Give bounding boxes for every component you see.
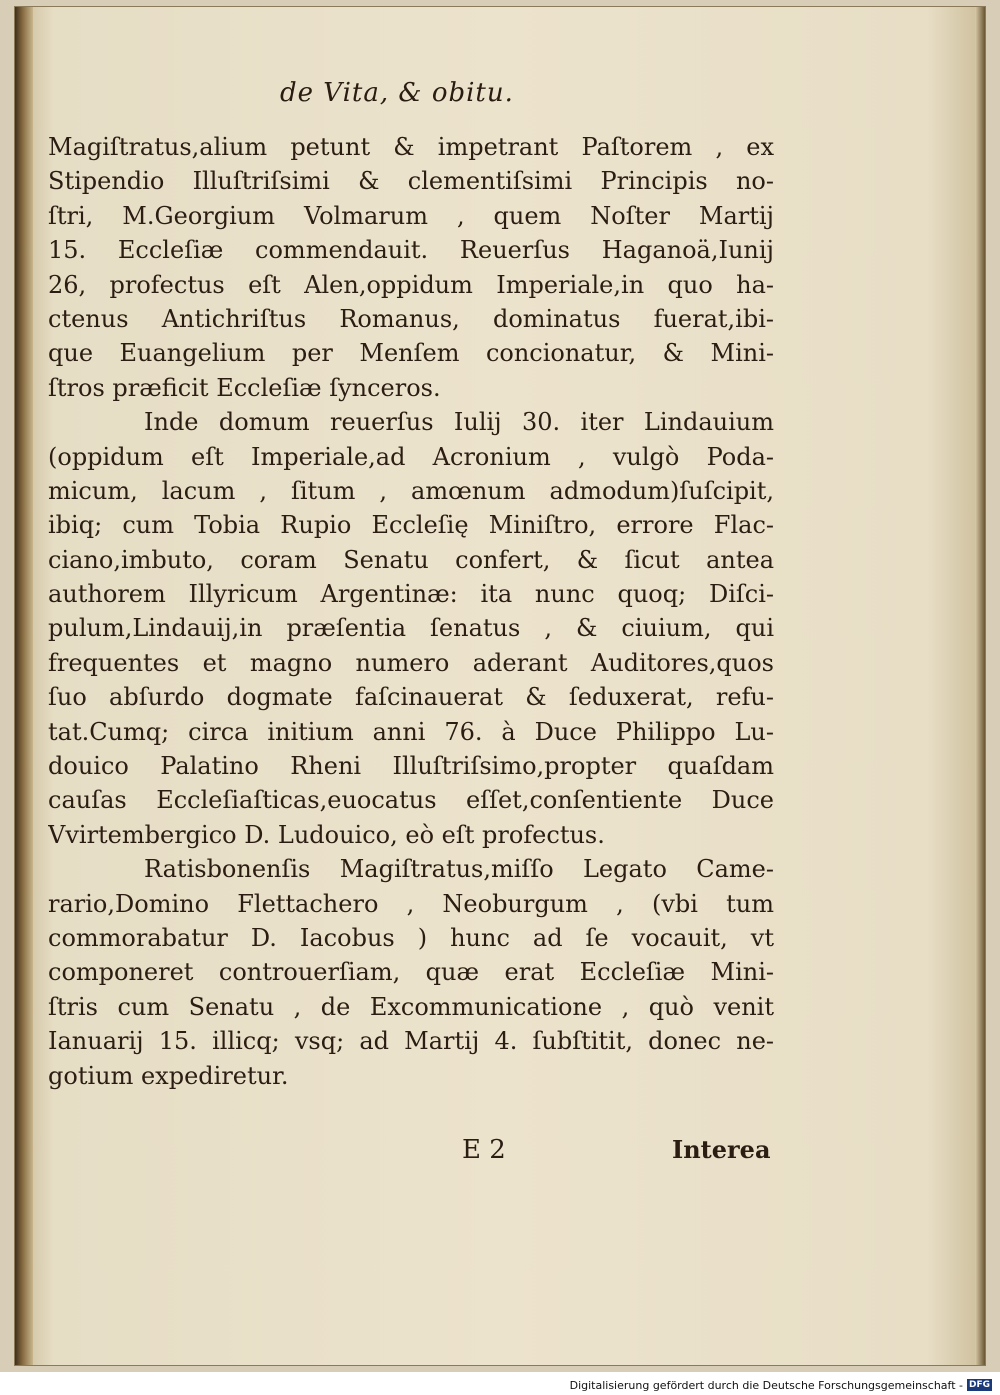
text-line: ſtris cum Senatu , de Excommunicatione , quò venit [48, 992, 774, 1021]
text-line: ibiq; cum Tobia Rupio Eccleſię Miniſtro, errore Flac- [48, 511, 774, 540]
text-line: tat.Cumq; circa initium anni 76. à Duce Philippo Lu- [48, 717, 774, 746]
text-line: cauſas Eccleſiaſticas,euocatus eſſet,conſentiente Duce [48, 786, 774, 815]
text-line: que Euangelium per Menſem concionatur, & Mini- [48, 339, 774, 368]
text-line: 26, profectus eſt Alen,oppidum Imperiale,in quo ha- [48, 270, 774, 299]
text-line: ciano,imbuto, coram Senatu confert, & ſicut antea [48, 545, 774, 574]
text-line: gotium expediretur. [48, 1061, 289, 1090]
running-head: de Vita, & obitu. [280, 78, 514, 108]
body-text [48, 130, 774, 1093]
text-line: Inde domum reuerſus Iulij 30. iter Lindauium [144, 408, 774, 437]
page-gutter-shadow [15, 7, 33, 1365]
text-line: Magiſtratus,alium petunt & impetrant Paſtorem , ex [48, 133, 774, 161]
text-line: Stipendio Illuſtriſsimi & clementiſsimi Principis no- [48, 167, 774, 196]
text-line: Ianuarij 15. illicq; vsq; ad Martij 4. ſubſtitit, donec ne- [48, 1027, 774, 1056]
text-line: ctenus Antichriſtus Romanus, dominatus fuerat,ibi- [48, 304, 774, 333]
funding-credit: Digitalisierung gefördert durch die Deutsche Forschungsgemeinschaft - [569, 1378, 963, 1392]
catchword: Interea [672, 1135, 771, 1164]
text-line: 15. Eccleſiæ commendauit. Reuerſus Haganoä,Iunij [48, 236, 774, 265]
text-line: componeret controuerſiam, quæ erat Eccleſiæ Mini- [48, 958, 774, 987]
dfg-logo: DFG [968, 1380, 990, 1390]
text-line: (oppidum eſt Imperiale,ad Acronium , vulgò Poda- [48, 442, 774, 471]
signature-mark: E 2 [462, 1135, 506, 1165]
text-line: Vvirtembergico D. Ludouico, eò eſt profectus. [48, 820, 605, 849]
text-line: commorabatur D. Iacobus ) hunc ad ſe vocauit, vt [48, 923, 774, 952]
text-line: ſuo abſurdo dogmate faſcinauerat & ſeduxerat, refu- [48, 683, 774, 712]
text-line: ſtros præficit Eccleſiæ ſynceros. [48, 373, 441, 402]
text-line: micum, lacum , ſitum , amœnum admodum)ſuſcipit, [48, 476, 774, 505]
text-line: frequentes et magno numero aderant Auditores,quos [48, 648, 774, 677]
text-line: douico Palatino Rheni Illuſtriſsimo,propter quaſdam [48, 752, 774, 781]
text-line: pulum,Lindauij,in præſentia ſenatus , & ciuium, qui [48, 614, 774, 643]
text-line: rario,Domino Flettachero , Neoburgum , (vbi tum [48, 889, 774, 918]
text-line: authorem Illyricum Argentinæ: ita nunc quoq; Diſci- [48, 580, 774, 609]
text-line: Ratisbonenſis Magiſtratus,miſſo Legato Came- [144, 855, 774, 884]
page-edge-shadow [975, 7, 985, 1365]
text-line: ſtri, M.Georgium Volmarum , quem Noſter Martij [48, 201, 774, 230]
digitization-footer [570, 1377, 992, 1393]
